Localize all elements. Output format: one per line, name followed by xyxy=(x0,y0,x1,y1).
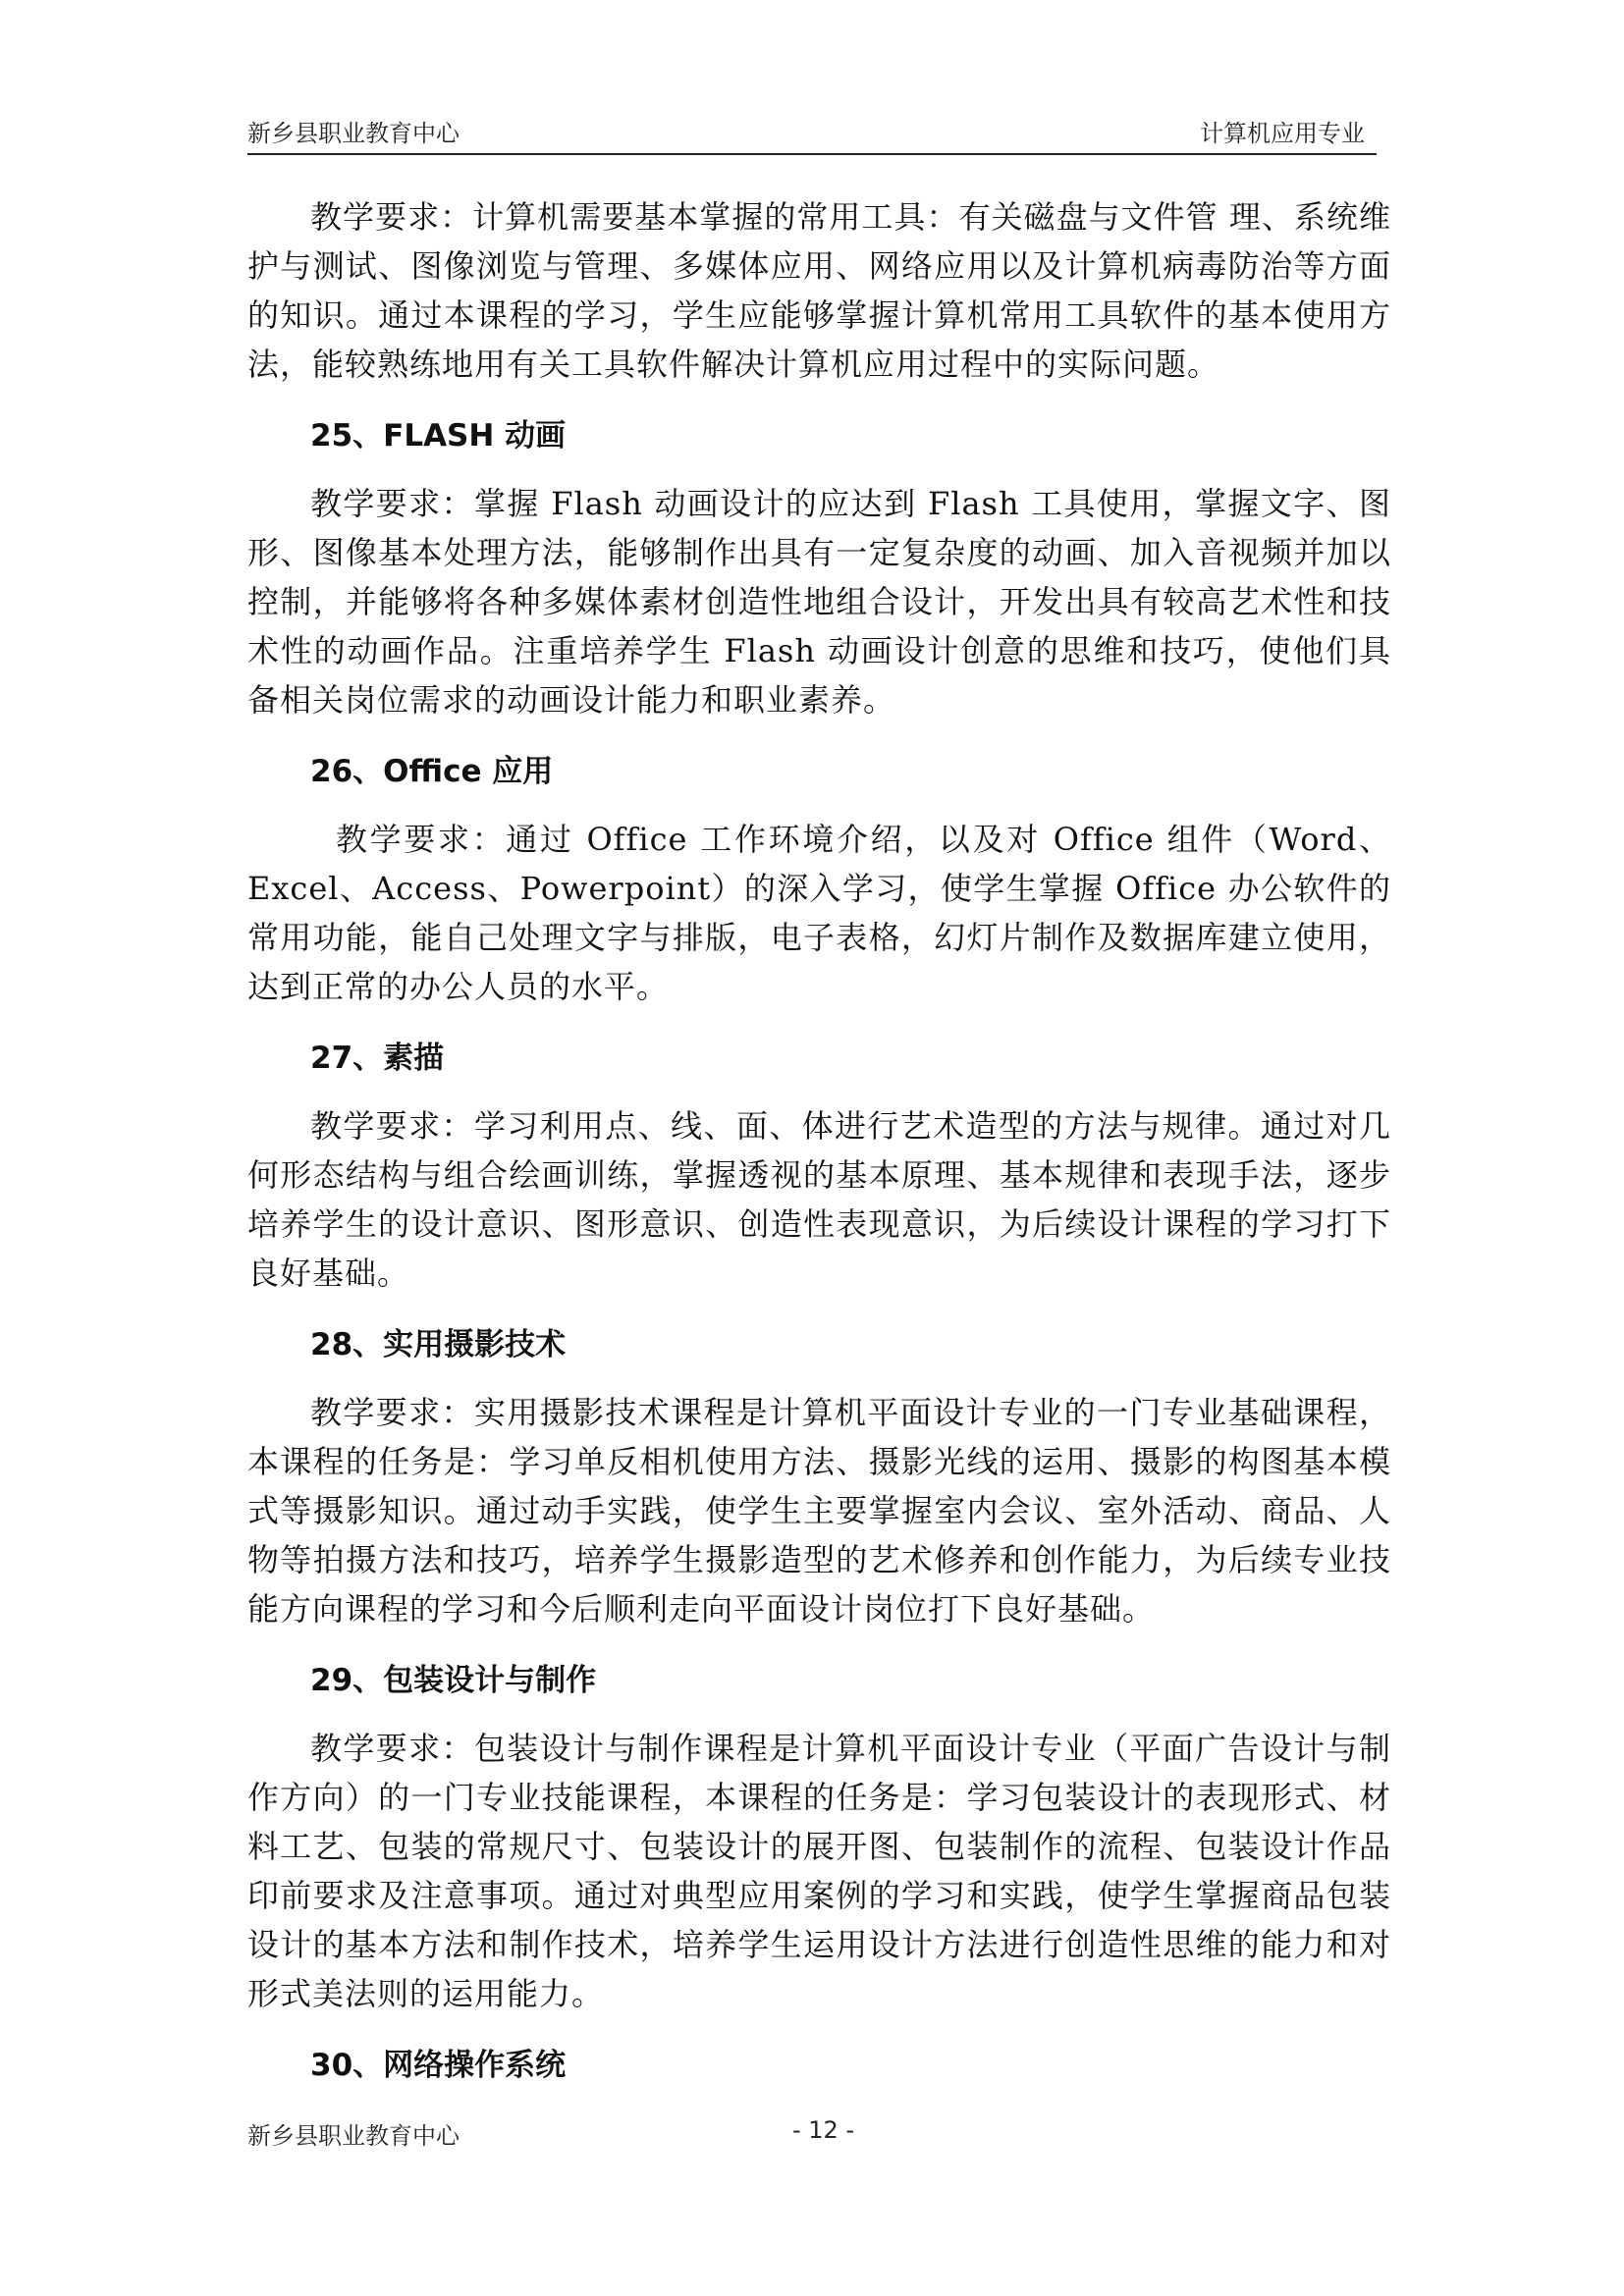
intro-paragraph: 教学要求：计算机需要基本掌握的常用工具：有关磁盘与文件管 理、系统维护与测试、图像浏览与管理、多媒体应用、网络应用以及计算机病毒防治等方面的知识。通过本课程的学习，学生应能够掌握计算机常用工具软件的基本使用方法，能较熟练地用有关工具软件解决计算机应用过程中的实际问题。 xyxy=(247,198,1391,383)
section-heading-25: 25、FLASH 动画 xyxy=(310,418,567,454)
section-body-26: 教学要求：通过 Office 工作环境介绍，以及对 Office 组件（Word、Excel、Access、Powerpoint）的深入学习，使学生掌握 Office 办公软件的常用功能，能自己处理文字与排版，电子表格，幻灯片制作及数据库建立使用，达到正常的办公人员的水平。 xyxy=(247,821,1391,1005)
section-heading-27: 27、素描 xyxy=(310,1041,445,1076)
section-heading-29: 29、包装设计与制作 xyxy=(310,1663,597,1698)
section-body-27: 教学要求：学习利用点、线、面、体进行艺术造型的方法与规律。通过对几何形态结构与组合绘画训练，掌握透视的基本原理、基本规律和表现手法，逐步培养学生的设计意识、图形意识、创造性表现意识，为后续设计课程的学习打下良好基础。 xyxy=(247,1107,1391,1292)
section-heading-28: 28、实用摄影技术 xyxy=(310,1327,567,1362)
header-school-name: 新乡县职业教育中心 xyxy=(247,120,460,147)
page-footer xyxy=(247,2116,1377,2156)
section-body-29: 教学要求：包装设计与制作课程是计算机平面设计专业（平面广告设计与制作方向）的一门专业技能课程，本课程的任务是：学习包装设计的表现形式、材料工艺、包装的常规尺寸、包装设计的展开图、包装制作的流程、包装设计作品印前要求及注意事项。通过对典型应用案例的学习和实践，使学生掌握商品包装设计的基本方法和制作技术，培养学生运用设计方法进行创造性思维的能力和对形式美法则的运用能力。 xyxy=(247,1730,1391,2012)
section-body-28: 教学要求：实用摄影技术课程是计算机平面设计专业的一门专业基础课程，本课程的任务是：学习单反相机使用方法、摄影光线的运用、摄影的构图基本模式等摄影知识。通过动手实践，使学生主要掌握室内会议、室外活动、商品、人物等拍摄方法和技巧，培养学生摄影造型的艺术修养和创作能力，为后续专业技能方向课程的学习和今后顺利走向平面设计岗位打下良好基础。 xyxy=(247,1394,1391,1628)
page-header xyxy=(247,108,1377,155)
section-heading-30: 30、网络操作系统 xyxy=(310,2048,567,2083)
header-major-name: 计算机应用专业 xyxy=(1200,120,1365,147)
section-heading-26: 26、Office 应用 xyxy=(310,754,554,789)
footer-school-name: 新乡县职业教育中心 xyxy=(247,2122,460,2150)
page-content xyxy=(247,192,1391,2109)
page-number: - 12 - xyxy=(792,2116,855,2144)
section-body-25: 教学要求：掌握 Flash 动画设计的应达到 Flash 工具使用，掌握文字、图形、图像基本处理方法，能够制作出具有一定复杂度的动画、加入音视频并加以控制，并能够将各种多媒体素材创造性地组合设计，开发出具有较高艺术性和技术性的动画作品。注重培养学生 Flash 动画设计创意的思维和技巧，使他们具备相关岗位需求的动画设计能力和职业素养。 xyxy=(247,485,1391,719)
